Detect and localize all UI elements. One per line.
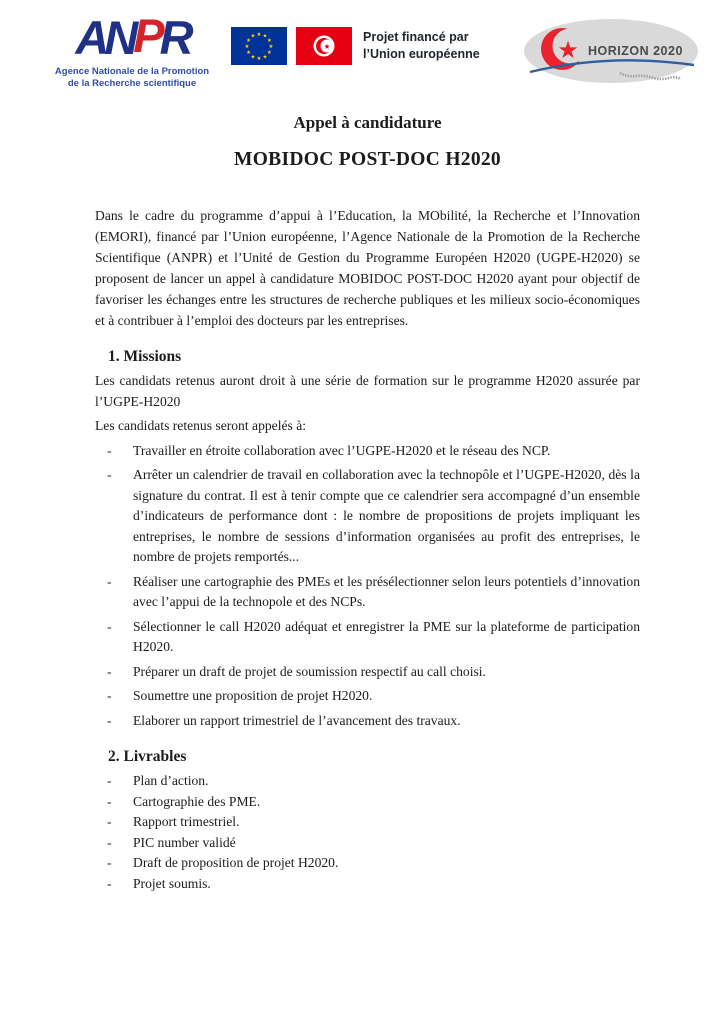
tunisia-flag-icon bbox=[296, 27, 352, 65]
missions-paragraph-2: Les candidats retenus seront appelés à: bbox=[95, 418, 307, 433]
list-item: - PIC number validé bbox=[95, 833, 640, 853]
anpr-letter-n: N bbox=[104, 11, 134, 64]
list-item: - Soumettre une proposition de projet H2020. bbox=[95, 686, 640, 707]
dash-bullet: - bbox=[107, 467, 112, 482]
list-item: - Sélectionner le call H2020 adéquat et enregistrer la PME sur la plateforme de participation H2020. bbox=[95, 617, 640, 658]
anpr-logo bbox=[38, 9, 226, 90]
anpr-letter-a: A bbox=[75, 11, 105, 64]
dash-bullet: - bbox=[107, 442, 112, 458]
svg-text:★: ★ bbox=[250, 54, 256, 61]
list-item: - Projet soumis. bbox=[95, 874, 640, 894]
anpr-letter-p: P bbox=[133, 9, 160, 62]
list-item: - Préparer un draft de projet de soumission respectif au call choisi. bbox=[95, 662, 640, 683]
svg-text:★: ★ bbox=[246, 38, 252, 44]
anpr-subtitle-line2: de la Recherche scientifique bbox=[67, 78, 197, 89]
svg-text:★: ★ bbox=[250, 33, 256, 40]
horizon-2020-logo bbox=[522, 16, 700, 86]
svg-text:★: ★ bbox=[262, 54, 268, 61]
dash-bullet: - bbox=[107, 793, 112, 809]
dash-bullet: - bbox=[107, 573, 112, 589]
svg-text:★: ★ bbox=[266, 50, 272, 56]
document-header bbox=[0, 0, 724, 112]
funding-caption-line2: l’Union européenne bbox=[363, 47, 480, 61]
missions-paragraph-1: Les candidats retenus auront droit à une série de formation sur le programme H2020 assurée par l’UGPE-H2020 bbox=[95, 373, 640, 409]
page-title: Appel à candidature bbox=[293, 113, 442, 132]
dash-bullet: - bbox=[107, 834, 112, 850]
funding-caption-line1: Projet financé par bbox=[363, 30, 469, 44]
section-heading-livrables: 2. Livrables bbox=[108, 748, 187, 765]
dash-bullet: - bbox=[107, 712, 112, 728]
list-item: - Draft de proposition de projet H2020. bbox=[95, 853, 640, 873]
list-item: - Elaborer un rapport trimestriel de l’avancement des travaux. bbox=[95, 711, 640, 732]
dash-bullet: - bbox=[107, 855, 112, 870]
list-item: - Cartographie des PME. bbox=[95, 792, 640, 812]
anpr-letter-r: R bbox=[159, 11, 189, 64]
dash-bullet: - bbox=[107, 814, 112, 829]
svg-text:★: ★ bbox=[266, 38, 272, 44]
dash-bullet: - bbox=[107, 618, 112, 634]
list-item: - Rapport trimestriel. bbox=[95, 812, 640, 832]
list-item: - Plan d’action. bbox=[95, 771, 640, 791]
page-subtitle: MOBIDOC POST-DOC H2020 bbox=[234, 149, 501, 170]
svg-text:★: ★ bbox=[246, 50, 252, 56]
intro-paragraph: Dans le cadre du programme d’appui à l’Education, la MObilité, la Recherche et l’Innovation (EMORI), financé par l’Union européenne, l’Agence Nationale de la Promotion de la Recherche Scientifique (ANPR) et l’Unité de Gestion du Programme Européen H2020 (UGPE-H2020) se proposent de lancer un appel à candidature MOBIDOC POST-DOC H2020 ayant pour objectif de favoriser les échanges entre les structures de recherche publiques et les milieux socio-économiques et à contribuer à l’emploi des docteurs par les entreprises. bbox=[95, 208, 640, 328]
anpr-acronym bbox=[38, 9, 226, 64]
svg-text:★: ★ bbox=[256, 32, 262, 38]
horizon-label: HORIZON 2020 bbox=[588, 44, 683, 58]
svg-text:★: ★ bbox=[262, 33, 268, 40]
funding-caption bbox=[363, 29, 480, 63]
eu-flag-icon bbox=[231, 27, 287, 65]
list-item: - Travailler en étroite collaboration avec l’UGPE-H2020 et le réseau des NCP. bbox=[95, 441, 640, 462]
livrables-list bbox=[95, 771, 640, 893]
section-heading-missions: 1. Missions bbox=[108, 348, 182, 365]
svg-text:★: ★ bbox=[256, 56, 262, 62]
document-body bbox=[95, 112, 640, 894]
svg-text:★: ★ bbox=[557, 36, 579, 64]
svg-text:★: ★ bbox=[244, 44, 250, 50]
list-item: - Arrêter un calendrier de travail en collaboration avec la technopôle et l’UGPE-H2020, dès la signature du contrat. Il est à tenir compte que ce calendrier sera accompagné d’un ensemble d’indicateurs de performance dont : le nombre de propositions de projets impliquant les entreprises, le nombre de sessions d’information organisées au profit des entreprises, le nombre de projets remportés... bbox=[95, 465, 640, 568]
missions-list bbox=[95, 441, 640, 732]
funding-block bbox=[231, 27, 480, 65]
dash-bullet: - bbox=[107, 688, 112, 703]
anpr-subtitle bbox=[38, 66, 226, 90]
list-item: - Réaliser une cartographie des PMEs et les présélectionner selon leurs potentiels d’innovation avec l’appui de la technopole et des NCPs. bbox=[95, 572, 640, 613]
svg-text:★: ★ bbox=[323, 41, 331, 51]
dash-bullet: - bbox=[107, 875, 112, 891]
dash-bullet: - bbox=[107, 663, 112, 679]
anpr-subtitle-line1: Agence Nationale de la Promotion bbox=[54, 66, 210, 77]
svg-text:★: ★ bbox=[268, 44, 274, 50]
dash-bullet: - bbox=[107, 773, 112, 788]
